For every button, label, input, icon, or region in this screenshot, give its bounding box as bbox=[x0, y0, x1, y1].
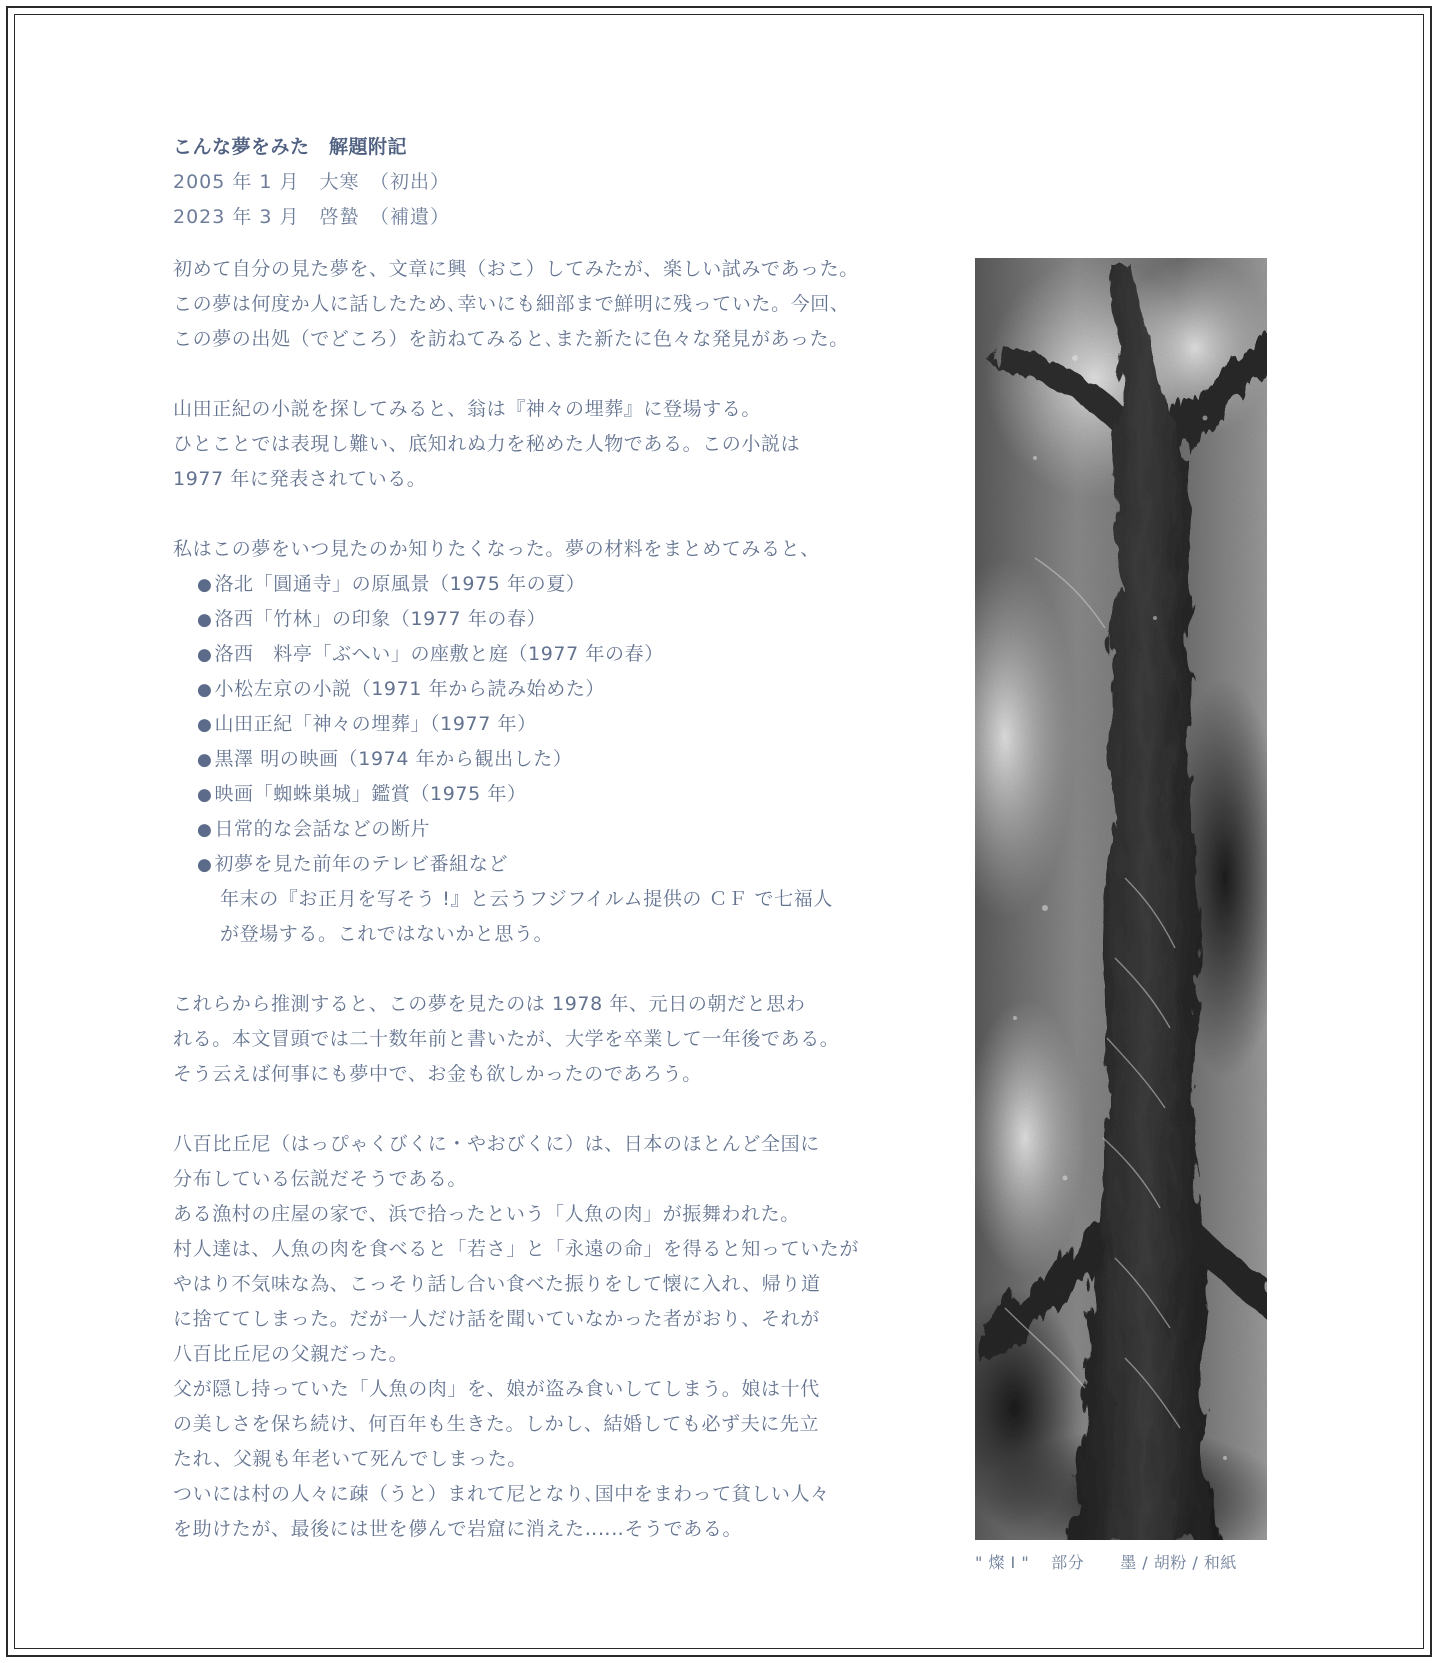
list-item bbox=[173, 812, 963, 847]
paragraph-novel bbox=[173, 392, 963, 497]
list-item-text: 映画「蜘蛛巣城」鑑賞（1975 年） bbox=[214, 783, 527, 805]
bullet-icon: ● bbox=[197, 610, 213, 630]
text-line: ある漁村の庄屋の家で、浜で拾ったという「人魚の肉」が振舞われた。 bbox=[173, 1203, 800, 1225]
paragraph-gap bbox=[173, 952, 963, 987]
supplement-date: 2023 年 3 月 啓蟄 （補遺） bbox=[173, 206, 451, 228]
text-line: 初めて自分の見た夢を、文章に興（おこ）してみたが、楽しい試みであった。 bbox=[173, 258, 859, 280]
text-line: ひとことでは表現し難い、底知れぬ力を秘めた人物である。この小説は bbox=[173, 433, 801, 455]
list-item-text: 洛西「竹林」の印象（1977 年の春） bbox=[214, 608, 547, 630]
text-line: この夢は何度か人に話したため､幸いにも細部まで鮮明に残っていた。今回、 bbox=[173, 293, 850, 315]
paragraph-materials bbox=[173, 532, 963, 952]
text-line: 分布している伝説だそうである。 bbox=[173, 1168, 468, 1190]
paragraph-conclusion bbox=[173, 987, 963, 1092]
text-line: この夢の出処（でどころ）を訪ねてみると､また新たに色々な発見があった。 bbox=[173, 328, 849, 350]
bullet-icon: ● bbox=[197, 785, 213, 805]
caption-part: 部分 bbox=[1051, 1553, 1085, 1572]
text-line: 八百比丘尼（はっぴゃくびくに・やおびくに）は、日本のほとんど全国に bbox=[173, 1133, 820, 1155]
paragraph-legend bbox=[173, 1127, 963, 1547]
list-item-detail: 年末の『お正月を写そう !』と云うフジフイルム提供の ＣＦ で七福人 bbox=[220, 888, 833, 910]
list-item-text: 黒澤 明の映画（1974 年から観出した） bbox=[214, 748, 573, 770]
image-caption bbox=[975, 1550, 1270, 1573]
tree-painting-icon bbox=[975, 258, 1267, 1540]
list-item bbox=[173, 777, 963, 812]
text-line: 父が隠し持っていた「人魚の肉」を、娘が盗み食いしてしまう。娘は十代 bbox=[173, 1378, 820, 1400]
page-title: こんな夢をみた 解題附記 bbox=[173, 136, 408, 158]
paragraph-gap bbox=[173, 497, 963, 532]
list-item-text: 洛北「圓通寺」の原風景（1975 年の夏） bbox=[214, 573, 586, 595]
text-line: ついには村の人々に疎（うと）まれて尼となり､国中をまわって貧しい人々 bbox=[173, 1483, 830, 1505]
text-line: 1977 年に発表されている。 bbox=[173, 468, 427, 490]
list-item-text: 小松左京の小説（1971 年から読み始めた） bbox=[214, 678, 606, 700]
text-line: 村人達は、人魚の肉を食べると「若さ」と「永遠の命」を得ると知っていたが bbox=[173, 1238, 860, 1260]
ink-painting-image bbox=[975, 258, 1267, 1540]
paragraph-intro bbox=[173, 252, 963, 357]
bullet-icon: ● bbox=[197, 820, 213, 840]
body-text bbox=[173, 252, 963, 1547]
text-line: に捨ててしまった。だが一人だけ話を聞いていなかった者がおり、それが bbox=[173, 1308, 820, 1330]
list-item bbox=[173, 567, 963, 602]
bullet-icon: ● bbox=[197, 750, 213, 770]
list-item bbox=[173, 602, 963, 637]
list-item bbox=[173, 637, 963, 672]
text-line: そう云えば何事にも夢中で、お金も欲しかったのであろう。 bbox=[173, 1063, 702, 1085]
list-item bbox=[173, 742, 963, 777]
list-item-text: 山田正紀「神々の埋葬」（1977 年） bbox=[214, 713, 537, 735]
first-published-date: 2005 年 1 月 大寒 （初出） bbox=[173, 171, 451, 193]
list-item bbox=[173, 707, 963, 742]
text-line: を助けたが、最後には世を儚んで岩窟に消えた‥‥‥そうである。 bbox=[173, 1518, 743, 1540]
list-item-text: 洛西 料亭「ぶへい」の座敷と庭（1977 年の春） bbox=[214, 643, 664, 665]
list-item-text: 日常的な会話などの断片 bbox=[214, 818, 431, 840]
text-line: 八百比丘尼の父親だった。 bbox=[173, 1343, 409, 1365]
text-line: 山田正紀の小説を探してみると、翁は『神々の埋葬』に登場する。 bbox=[173, 398, 762, 420]
list-item bbox=[173, 847, 963, 882]
header bbox=[173, 130, 933, 235]
text-line: やはり不気味な為、こっそり話し合い食べた振りをして懐に入れ、帰り道 bbox=[173, 1273, 821, 1295]
bullet-icon: ● bbox=[197, 680, 213, 700]
list-item bbox=[173, 672, 963, 707]
paragraph-gap bbox=[173, 1092, 963, 1127]
caption-title: " 燦 I " bbox=[975, 1553, 1030, 1572]
bullet-icon: ● bbox=[197, 575, 213, 595]
text-line: れる。本文冒頭では二十数年前と書いたが、大学を卒業して一年後である。 bbox=[173, 1028, 840, 1050]
text-line: 私はこの夢をいつ見たのか知りたくなった。夢の材料をまとめてみると、 bbox=[173, 538, 820, 560]
bullet-icon: ● bbox=[197, 855, 213, 875]
caption-materials: 墨 / 胡粉 / 和紙 bbox=[1120, 1553, 1237, 1572]
paragraph-gap bbox=[173, 357, 963, 392]
text-line: たれ、父親も年老いて死んでしまった。 bbox=[173, 1448, 527, 1470]
text-line: これらから推測すると、この夢を見たのは 1978 年、元日の朝だと思わ bbox=[173, 993, 806, 1015]
text-line: の美しさを保ち続け、何百年も生きた。しかし、結婚しても必ず夫に先立 bbox=[173, 1413, 820, 1435]
list-item-detail: が登場する。これではないかと思う。 bbox=[220, 923, 554, 945]
list-item-text: 初夢を見た前年のテレビ番組など bbox=[214, 853, 509, 875]
bullet-icon: ● bbox=[197, 715, 213, 735]
bullet-icon: ● bbox=[197, 645, 213, 665]
